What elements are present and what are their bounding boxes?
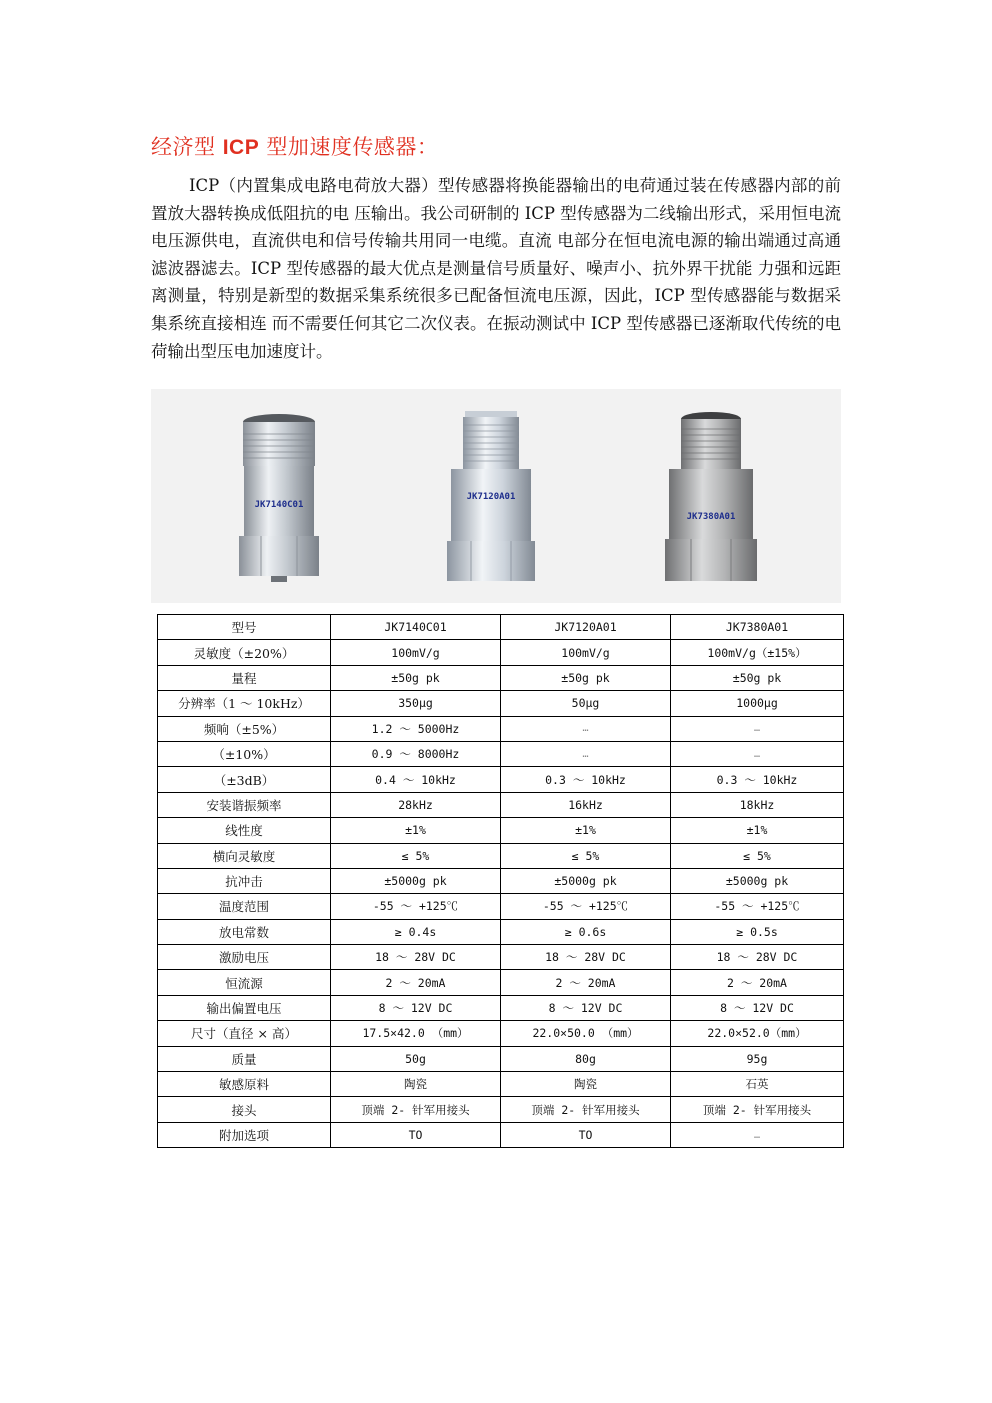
table-cell: 28kHz	[331, 792, 501, 817]
table-row	[158, 1072, 844, 1097]
table-row	[158, 615, 844, 640]
row-label: 量程	[158, 665, 331, 690]
table-row	[158, 868, 844, 893]
table-cell: 18 ～ 28V DC	[671, 945, 844, 970]
table-cell: …	[501, 741, 671, 766]
table-cell: ≤ 5%	[671, 843, 844, 868]
table-cell: 22.0×50.0 （mm）	[501, 1021, 671, 1046]
sensor-label-3: JK7380A01	[686, 512, 736, 522]
table-row	[158, 919, 844, 944]
row-label: 放电常数	[158, 919, 331, 944]
table-cell: 陶瓷	[501, 1072, 671, 1097]
spec-table	[157, 614, 844, 1148]
table-row	[158, 818, 844, 843]
table-cell: 50μg	[501, 691, 671, 716]
table-cell: ±5000g pk	[501, 868, 671, 893]
sensor-label-1: JK7140C01	[254, 500, 304, 510]
table-cell: 100mV/g（±15%）	[671, 640, 844, 665]
table-cell: …	[671, 741, 844, 766]
table-cell: 22.0×52.0（mm）	[671, 1021, 844, 1046]
table-cell: 0.3 ～ 10kHz	[501, 767, 671, 792]
table-row	[158, 945, 844, 970]
table-cell: 50g	[331, 1046, 501, 1071]
table-cell: …	[501, 716, 671, 741]
row-label: 线性度	[158, 818, 331, 843]
table-cell: ±50g pk	[671, 665, 844, 690]
table-cell: 95g	[671, 1046, 844, 1071]
table-cell: -55 ～ +125℃	[501, 894, 671, 919]
table-cell: ±5000g pk	[671, 868, 844, 893]
table-cell: 18kHz	[671, 792, 844, 817]
product-photo	[151, 389, 841, 603]
table-cell: 顶端 2- 针军用接头	[671, 1097, 844, 1122]
table-cell: ±50g pk	[331, 665, 501, 690]
table-cell: JK7140C01	[331, 615, 501, 640]
table-row	[158, 767, 844, 792]
table-row	[158, 716, 844, 741]
table-cell: 0.3 ～ 10kHz	[671, 767, 844, 792]
table-cell: 陶瓷	[331, 1072, 501, 1097]
row-label: 输出偏置电压	[158, 995, 331, 1020]
table-row	[158, 665, 844, 690]
table-cell: ±1%	[331, 818, 501, 843]
table-cell: JK7120A01	[501, 615, 671, 640]
table-row	[158, 1046, 844, 1071]
table-cell: ≤ 5%	[501, 843, 671, 868]
table-cell: 350μg	[331, 691, 501, 716]
row-label: 尺寸（直径 × 高）	[158, 1021, 331, 1046]
intro-paragraph: ICP（内置集成电路电荷放大器）型传感器将换能器输出的电荷通过装在传感器内部的前置放大器转换成低阻抗的电 压输出。我公司研制的 ICP 型传感器为二线输出形式，采用恒电流电压源供电，直流供电和信号传输共用同一电缆。直流 电部分在恒电流电源的输出端通过高通滤波器滤去。ICP 型传感器的最大优点是测量信号质量好、噪声小、抗外界干扰能 力强和远距离测量，特别是新型的数据采集系统很多已配备恒流电压源，因此，ICP 型传感器能与数据采集系统直接相连 而不需要任何其它二次仪表。在振动测试中 ICP 型传感器已逐渐取代传统的电荷输出型压电加速度计。	[151, 176, 841, 361]
title-latin: ICP	[222, 136, 260, 159]
row-label: 激励电压	[158, 945, 331, 970]
table-cell: 顶端 2- 针军用接头	[331, 1097, 501, 1122]
table-cell: 石英	[671, 1072, 844, 1097]
table-row	[158, 1021, 844, 1046]
row-label: （±3dB）	[158, 767, 331, 792]
table-cell: ≥ 0.6s	[501, 919, 671, 944]
row-label: 附加选项	[158, 1122, 331, 1147]
table-cell: 1000μg	[671, 691, 844, 716]
table-cell: 8 ～ 12V DC	[331, 995, 501, 1020]
row-label: 质量	[158, 1046, 331, 1071]
row-label: 安装谐振频率	[158, 792, 331, 817]
table-cell: 18 ～ 28V DC	[331, 945, 501, 970]
row-label: 敏感原料	[158, 1072, 331, 1097]
table-row	[158, 691, 844, 716]
table-row	[158, 640, 844, 665]
table-cell: ±1%	[501, 818, 671, 843]
table-cell: 0.4 ～ 10kHz	[331, 767, 501, 792]
sensor-label-2: JK7120A01	[466, 492, 516, 502]
table-cell: ≤ 5%	[331, 843, 501, 868]
row-label: 接头	[158, 1097, 331, 1122]
table-cell: ±1%	[671, 818, 844, 843]
table-cell: TO	[331, 1122, 501, 1147]
table-cell: JK7380A01	[671, 615, 844, 640]
sensor-jk7120a01	[447, 411, 535, 581]
table-cell: TO	[501, 1122, 671, 1147]
table-row	[158, 843, 844, 868]
table-cell: ≥ 0.4s	[331, 919, 501, 944]
row-label: 横向灵敏度	[158, 843, 331, 868]
sensor-jk7140c01	[239, 414, 319, 582]
title-prefix: 经济型	[151, 135, 216, 159]
table-cell: …	[671, 1122, 844, 1147]
row-label: 恒流源	[158, 970, 331, 995]
row-label: 抗冲击	[158, 868, 331, 893]
title-suffix: 型加速度传感器：	[266, 135, 439, 159]
table-cell: 2 ～ 20mA	[331, 970, 501, 995]
table-cell: ≥ 0.5s	[671, 919, 844, 944]
table-cell: ±5000g pk	[331, 868, 501, 893]
table-row	[158, 894, 844, 919]
table-cell: ±50g pk	[501, 665, 671, 690]
table-cell: 顶端 2- 针军用接头	[501, 1097, 671, 1122]
table-cell: 80g	[501, 1046, 671, 1071]
table-row	[158, 741, 844, 766]
table-cell: 1.2 ～ 5000Hz	[331, 716, 501, 741]
row-label: 型号	[158, 615, 331, 640]
table-cell: 2 ～ 20mA	[671, 970, 844, 995]
row-label: （±10%）	[158, 741, 331, 766]
row-label: 灵敏度（±20%）	[158, 640, 331, 665]
table-row	[158, 792, 844, 817]
table-cell: 8 ～ 12V DC	[671, 995, 844, 1020]
table-cell: 17.5×42.0 （mm）	[331, 1021, 501, 1046]
row-label: 温度范围	[158, 894, 331, 919]
table-row	[158, 1097, 844, 1122]
table-cell: 2 ～ 20mA	[501, 970, 671, 995]
table-row	[158, 995, 844, 1020]
table-cell: 100mV/g	[501, 640, 671, 665]
table-row	[158, 970, 844, 995]
table-cell: -55 ～ +125℃	[331, 894, 501, 919]
sensor-illustration	[151, 389, 841, 603]
table-cell: -55 ～ +125℃	[671, 894, 844, 919]
row-label: 分辨率（1 ～ 10kHz）	[158, 691, 331, 716]
section-title	[151, 131, 438, 161]
row-label: 频响（±5%）	[158, 716, 331, 741]
sensor-jk7380a01	[665, 412, 757, 581]
table-cell: 8 ～ 12V DC	[501, 995, 671, 1020]
table-cell: 0.9 ～ 8000Hz	[331, 741, 501, 766]
table-cell: 16kHz	[501, 792, 671, 817]
table-cell: …	[671, 716, 844, 741]
table-cell: 18 ～ 28V DC	[501, 945, 671, 970]
table-row	[158, 1122, 844, 1147]
table-cell: 100mV/g	[331, 640, 501, 665]
